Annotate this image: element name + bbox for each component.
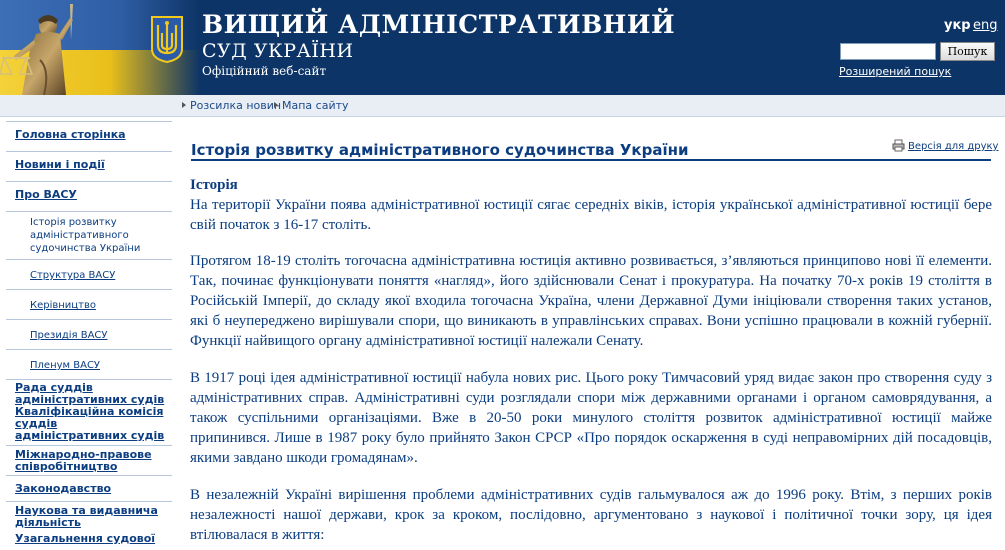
sidebar-item-label: Кваліфікаційна комісія суддів адміністративних судів bbox=[15, 405, 165, 442]
page-title: Історія розвитку адміністративного судочинства України bbox=[191, 141, 689, 159]
arrow-right-icon bbox=[274, 102, 278, 108]
sidebar-item-presidium[interactable] bbox=[6, 319, 172, 349]
sidebar-item-label: Міжнародно-правове співробітництво bbox=[15, 448, 152, 473]
newsletter-label: Розсилка новин bbox=[190, 99, 282, 112]
sidebar-item-science[interactable] bbox=[6, 501, 172, 531]
sidebar-item-label: Структура ВАСУ bbox=[30, 270, 116, 281]
sidebar-item-leadership[interactable] bbox=[6, 289, 172, 319]
sidebar-item-plenum[interactable] bbox=[6, 349, 172, 379]
site-subtitle: Офіційний веб-сайт bbox=[202, 64, 327, 78]
paragraph: На території України поява адміністративної юстиції сягає середніх віків, історія української адміністративної юстиції бере свій початок з 16-17 століть. bbox=[190, 197, 992, 233]
themis-statue-icon bbox=[0, 0, 110, 95]
title-divider bbox=[191, 159, 991, 161]
sidebar-item-legislation[interactable] bbox=[6, 475, 172, 501]
search-input[interactable] bbox=[840, 43, 936, 60]
site-title-line2: СУД УКРАЇНИ bbox=[202, 40, 354, 62]
top-links-bar bbox=[0, 95, 1005, 117]
sitemap-label: Мапа сайту bbox=[282, 99, 349, 112]
search-button[interactable]: Пошук bbox=[940, 42, 995, 61]
lang-ukr-link[interactable]: укр bbox=[944, 18, 971, 33]
sidebar-item-label: Узагальнення судової bbox=[15, 532, 156, 545]
paragraph: В незалежній Україні вирішення проблеми адміністративних судів гальмувалося аж до 1996 року. Втім, з перших років незалежності нашої держави, крок за кроком, послідовно, аргументовано з наукової і політичної точки зору, ця ідея втілювалася в життя: bbox=[190, 487, 992, 543]
section-heading: Історія bbox=[190, 177, 238, 193]
trident-emblem-icon bbox=[150, 15, 184, 63]
site-header bbox=[0, 0, 1005, 95]
sidebar-item-label: Головна сторінка bbox=[15, 128, 126, 141]
paragraph: В 1917 році ідея адміністративної юстиції набула нових рис. Цього року Тимчасовий уряд видає закон про створення суду з адміністративних справ. Адміністративні суди розглядали спори між державними органами і органом самоврядування, а також суспільними організаціями. Вже в 20-50 роки минулого століття розвиток адміністративної юстиції майже припинився. Лише в 1987 року було прийнято Закон СРСР «Про порядок оскарження в суді неправомірних дій посадовців, якими завдано шкоди громадянам». bbox=[190, 370, 992, 466]
lang-eng-link[interactable]: eng bbox=[973, 18, 998, 33]
sidebar-item-label: Новини і події bbox=[15, 158, 105, 171]
print-version-link[interactable] bbox=[892, 139, 998, 152]
sidebar-item-label: Пленум ВАСУ bbox=[30, 360, 101, 371]
sidebar-item-qualification-commission[interactable] bbox=[6, 405, 172, 445]
sidebar-item-label: Президія ВАСУ bbox=[30, 330, 108, 341]
site-title: ВИЩИЙ АДМІНІСТРАТИВНИЙ bbox=[202, 10, 676, 39]
sidebar-item-home[interactable] bbox=[6, 121, 172, 151]
sidebar-item-about[interactable] bbox=[6, 181, 172, 211]
sidebar-nav bbox=[0, 117, 176, 550]
sidebar-item-generalization[interactable] bbox=[6, 531, 172, 550]
sidebar-item-label: Наукова та видавнича діяльність bbox=[15, 504, 158, 529]
sitemap-link[interactable] bbox=[274, 99, 349, 112]
arrow-right-icon bbox=[182, 102, 186, 108]
main-content bbox=[176, 117, 1005, 550]
sidebar-item-label: Керівництво bbox=[30, 300, 96, 311]
sidebar-item-judges-council[interactable] bbox=[6, 379, 172, 405]
printer-icon bbox=[892, 139, 905, 152]
sidebar-item-label: Рада суддів адміністративних судів bbox=[15, 381, 165, 406]
sidebar-item-news[interactable] bbox=[6, 151, 172, 181]
sidebar-item-history[interactable] bbox=[6, 211, 172, 259]
sidebar-item-label: Історія розвитку адміністративного судочинства України bbox=[30, 217, 141, 254]
sidebar-item-label: Про ВАСУ bbox=[15, 188, 77, 201]
paragraph: Протягом 18-19 століть тогочасна адміністративна юстиція активно розвивається, з’являються принципово нові її елементи. Так, починає функціонувати поняття «нагляд», його здійснювали Сенат і прокуратура. На початку 70-х років 19 століття в Російській Імперії, до складу якої входила тогочасна Україна, члени Державної Думи ініціювали створення таких установ, які б неупереджено вирішували спори, що виникають в управлінських справах. Вони успішно працювали в кожній губернії. Функції найвищого органу адміністративної юстиції належали Сенату. bbox=[190, 253, 992, 349]
print-version-label: Версія для друку bbox=[908, 141, 999, 152]
newsletter-link[interactable] bbox=[182, 99, 281, 112]
sidebar-item-international[interactable] bbox=[6, 445, 172, 475]
advanced-search-link[interactable]: Розширений пошук bbox=[839, 65, 952, 78]
sidebar-item-label: Законодавство bbox=[15, 482, 112, 495]
sidebar-item-structure[interactable] bbox=[6, 259, 172, 289]
